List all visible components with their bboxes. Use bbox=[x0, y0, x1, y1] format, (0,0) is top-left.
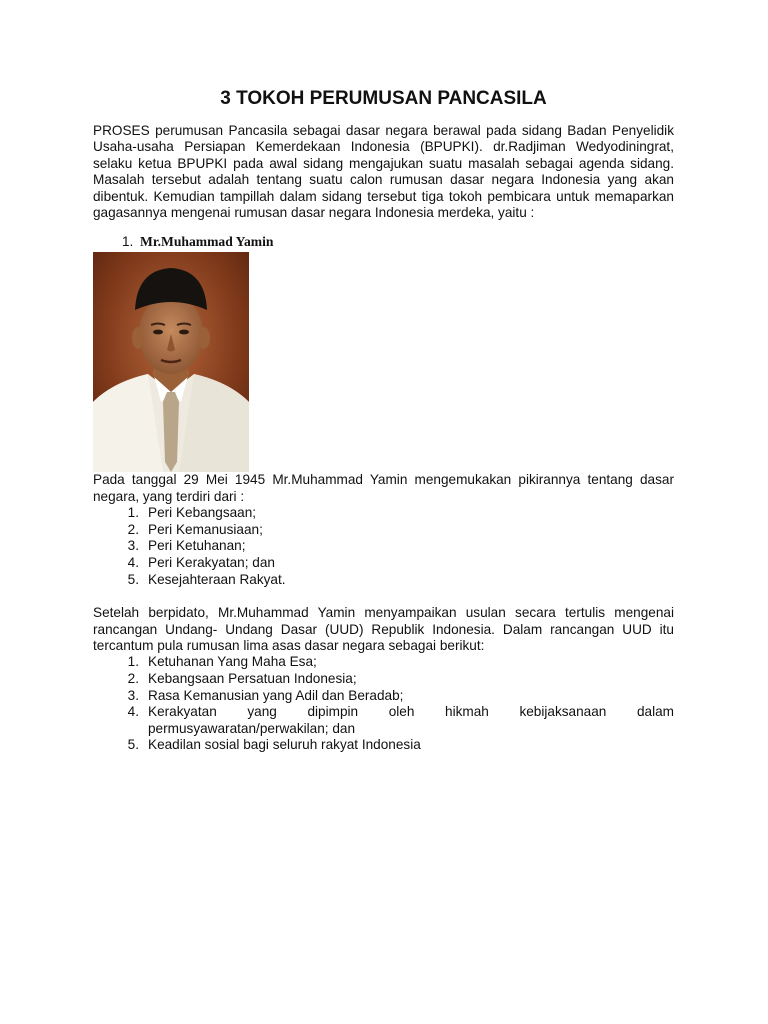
list-item bbox=[93, 654, 674, 671]
list-item bbox=[93, 538, 674, 555]
list-text: Kerakyatan yang dipimpin oleh hikmah kebijaksanaan dalam permusyawaratan/perwakilan; dan bbox=[148, 704, 674, 736]
list-text: Peri Ketuhanan; bbox=[148, 538, 246, 554]
speech-paragraph: Pada tanggal 29 Mei 1945 Mr.Muhammad Yamin mengemukakan pikirannya tentang dasar negara, yang terdiri dari : bbox=[93, 472, 674, 504]
list-text: Rasa Kemanusian yang Adil dan Beradab; bbox=[148, 687, 404, 703]
written-paragraph: Setelah berpidato, Mr.Muhammad Yamin menyampaikan usulan secara tertulis mengenai rancangan Undang- Undang Dasar (UUD) Republik Indonesia. Dalam rancangan UUD itu tercantum pula rumusan lima asas dasar negara sebagai berikut: bbox=[93, 605, 674, 654]
list-number: 1. bbox=[127, 505, 139, 521]
list-item bbox=[93, 555, 674, 572]
list-text: Peri Kemanusiaan; bbox=[148, 521, 263, 537]
list-item bbox=[93, 671, 674, 688]
document-title: 3 TOKOH PERUMUSAN PANCASILA bbox=[220, 88, 547, 109]
list-text: Keadilan sosial bagi seluruh rakyat Indonesia bbox=[148, 737, 421, 753]
list-text: Kesejahteraan Rakyat. bbox=[148, 571, 286, 587]
list-number: 4. bbox=[127, 704, 139, 720]
written-list bbox=[93, 654, 674, 754]
list-item bbox=[93, 737, 674, 754]
figure-number: 1. bbox=[122, 234, 134, 250]
list-item bbox=[93, 572, 674, 589]
figure-name: Mr.Muhammad Yamin bbox=[140, 234, 274, 250]
list-number: 4. bbox=[127, 555, 139, 571]
list-number: 1. bbox=[127, 654, 139, 670]
list-number: 5. bbox=[127, 737, 139, 753]
list-number: 3. bbox=[127, 538, 139, 554]
figure-heading bbox=[122, 234, 674, 250]
list-text: Peri Kebangsaan; bbox=[148, 505, 257, 521]
list-number: 5. bbox=[127, 571, 139, 587]
speech-list bbox=[93, 505, 674, 588]
list-text: Peri Kerakyatan; dan bbox=[148, 555, 275, 571]
list-number: 2. bbox=[127, 521, 139, 537]
list-item bbox=[93, 704, 674, 737]
portrait-photo bbox=[93, 252, 249, 472]
intro-paragraph: PROSES perumusan Pancasila sebagai dasar negara berawal pada sidang Badan Penyelidik Usaha-usaha Persiapan Kemerdekaan Indonesia (BPUPKI). dr.Radjiman Wedyodiningrat, selaku ketua BPUPKI pada awal sidang mengajukan suatu masalah sebagai agenda sidang. Masalah tersebut adalah tentang suatu calon rumusan dasar negara Indonesia yang akan dibentuk. Kemudian tampillah dalam sidang tersebut tiga tokoh pembicara untuk memaparkan gagasannya mengenai rumusan dasar negara Indonesia merdeka, yaitu : bbox=[93, 123, 674, 221]
list-item bbox=[93, 522, 674, 539]
list-item bbox=[93, 688, 674, 705]
document-page bbox=[93, 88, 674, 754]
list-number: 2. bbox=[127, 671, 139, 687]
list-text: Ketuhanan Yang Maha Esa; bbox=[148, 654, 317, 670]
list-text: Kebangsaan Persatuan Indonesia; bbox=[148, 671, 357, 687]
list-item bbox=[93, 505, 674, 522]
list-number: 3. bbox=[127, 687, 139, 703]
